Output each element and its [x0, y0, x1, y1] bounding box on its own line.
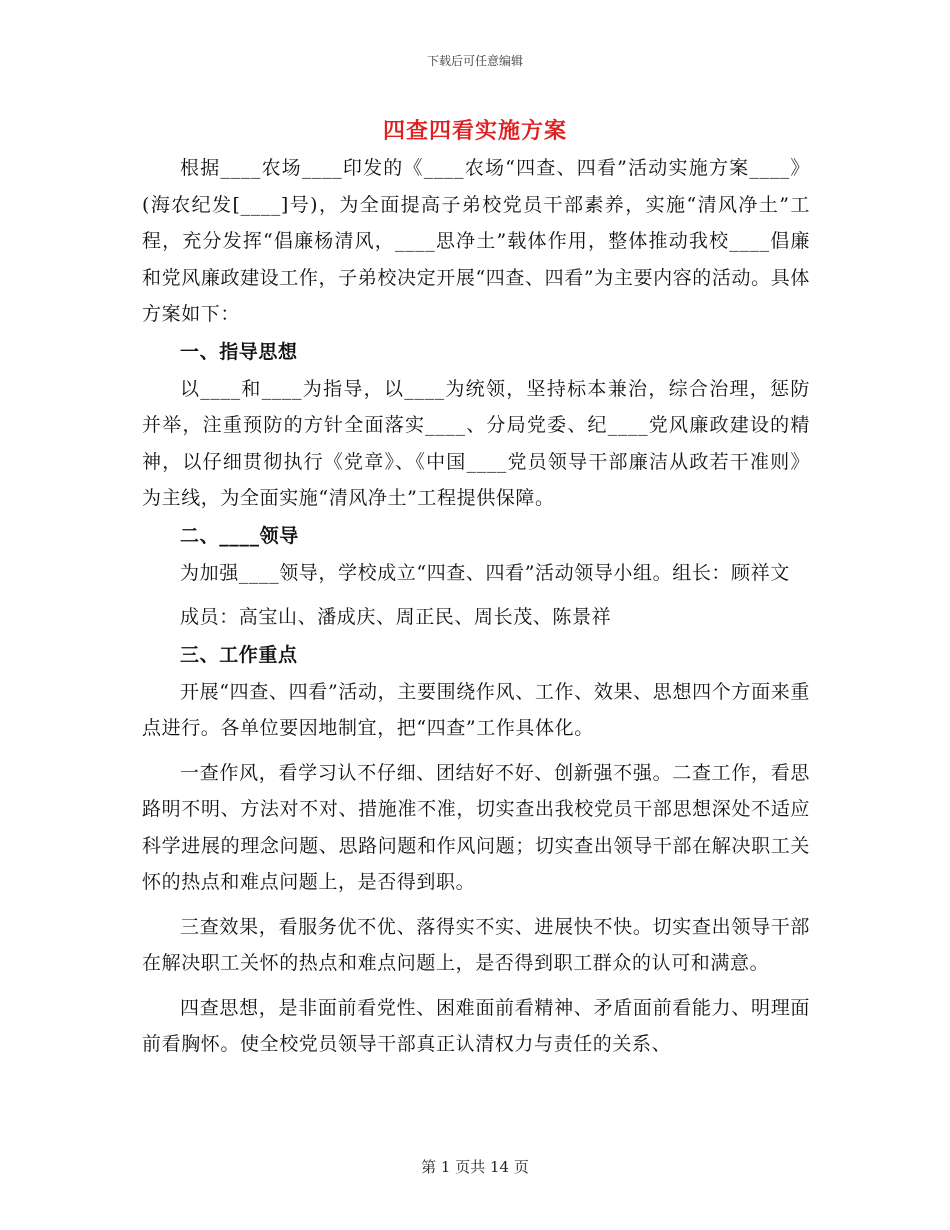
- section-heading-guiding-ideology: 一、指导思想: [180, 340, 298, 363]
- paragraph-work-focus: 开展“四查、四看”活动，主要围绕作风、工作、效果、思想四个方面来重点进行。各单位要因地制宜，把“四查”工作具体化。: [142, 680, 810, 739]
- paragraph-intro: 根据____农场____印发的《____农场“四查、四看”活动实施方案____》(海农纪发[____]号)，为全面提高子弟校党员干部素养，实施“清风净土”工程，充分发挥“倡廉杨清风，____思净土”载体作用，整体推动我校____倡廉和党风廉政建设工作，子弟校决定开展“四查、四看”为主要内容的活动。具体方案如下：: [142, 157, 810, 325]
- paragraph-members: 成员：高宝山、潘成庆、周正民、周长茂、陈景祥: [180, 606, 612, 628]
- page-footer: 第 1 页共 14 页: [421, 1158, 529, 1176]
- paragraph-leadership-group: 为加强____领导，学校成立“四查、四看”活动领导小组。组长：顾祥文: [180, 561, 790, 584]
- document-title: 四查四看实施方案: [382, 118, 567, 144]
- paragraph-check-style: 一查作风，看学习认不仔细、团结好不好、创新强不强。二查工作，看思路明不明、方法对不对、措施准不准，切实查出我校党员干部思想深处不适应科学进展的理念问题、思路问题和作风问题；切实查出领导干部在解决职工关怀的热点和难点问题上，是否得到职。: [142, 761, 810, 893]
- paragraph-check-thought: 四查思想，是非面前看党性、困难面前看精神、矛盾面前看能力、明理面前看胸怀。使全校党员领导干部真正认清权力与责任的关系、: [142, 996, 810, 1055]
- document-body: [142, 150, 810, 1063]
- header-note: 下载后可任意编辑: [426, 54, 523, 68]
- section-heading-leadership: 二、____领导: [180, 524, 299, 547]
- paragraph-guiding-ideology: 以____和____为指导，以____为统领，坚持标本兼治，综合治理，惩防并举，注重预防的方针全面落实____、分局党委、纪____党风廉政建设的精神，以仔细贯彻执行《党章》、《中国____党员领导干部廉洁从政若干准则》为主线，为全面实施“清风净土”工程提供保障。: [142, 377, 810, 509]
- paragraph-check-effect: 三查效果，看服务优不优、落得实不实、进展快不快。切实查出领导干部在解决职工关怀的热点和难点问题上，是否得到职工群众的认可和满意。: [142, 915, 810, 974]
- section-heading-work-focus: 三、工作重点: [180, 643, 298, 666]
